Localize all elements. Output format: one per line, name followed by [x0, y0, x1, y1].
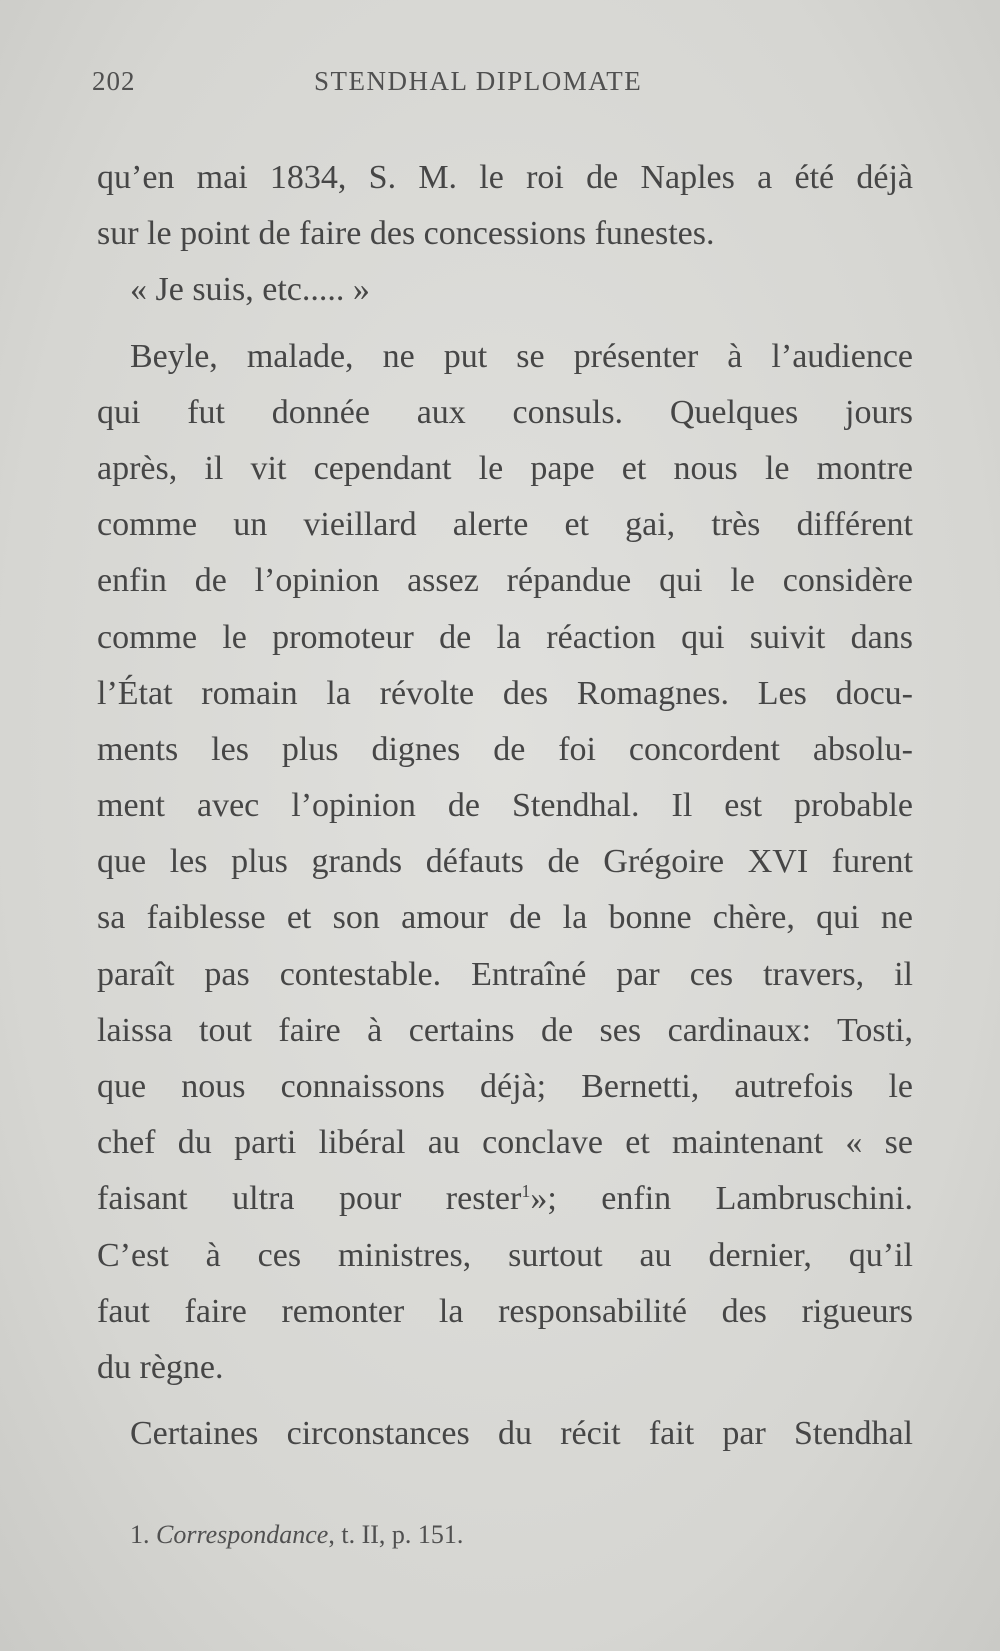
text-line: laissa tout faire à certains de ses cardinaux: Tosti,	[97, 1011, 913, 1049]
text-line: comme un vieillard alerte et gai, très différent	[97, 506, 913, 544]
page-number: 202	[92, 66, 136, 96]
text-line: « Je suis, etc..... »	[130, 271, 370, 309]
text-segment: »; enfin Lambruschini.	[530, 1180, 913, 1218]
text-line: l’État romain la révolte des Romagnes. Les docu-	[97, 674, 913, 712]
text-line: ments les plus dignes de foi concordent absolu-	[97, 730, 913, 768]
text-line: qui fut donnée aux consuls. Quelques jours	[97, 393, 913, 431]
text-line: que les plus grands défauts de Grégoire XVI furent	[97, 843, 913, 881]
text-line: après, il vit cependant le pape et nous le montre	[97, 449, 913, 487]
running-title: STENDHAL DIPLOMATE	[314, 66, 643, 96]
body-text	[97, 150, 913, 1462]
text-line: sa faiblesse et son amour de la bonne chère, qui ne	[97, 899, 913, 937]
text-line: comme le promoteur de la réaction qui suivit dans	[97, 618, 913, 656]
text-line: C’est à ces ministres, surtout au dernier, qu’il	[97, 1236, 913, 1274]
text-line: Beyle, malade, ne put se présenter à l’audience	[130, 337, 913, 375]
footnote-title: Correspondance	[156, 1520, 329, 1549]
text-line: que nous connaissons déjà; Bernetti, autrefois le	[97, 1068, 913, 1105]
footnote	[130, 1520, 463, 1550]
footnote-citation: , t. II, p. 151.	[328, 1520, 464, 1549]
text-line: ment avec l’opinion de Stendhal. Il est probable	[97, 787, 913, 825]
text-line-with-footnote-ref	[97, 1171, 913, 1227]
text-line: du règne.	[97, 1348, 224, 1386]
text-line: Certaines circonstances du récit fait par Stendhal	[130, 1415, 913, 1453]
text-line: sur le point de faire des concessions funestes.	[97, 215, 715, 253]
text-line: chef du parti libéral au conclave et maintenant « se	[97, 1124, 913, 1162]
running-head	[92, 66, 912, 106]
text-line: qu’en mai 1834, S. M. le roi de Naples a été déjà	[97, 159, 913, 196]
text-line: paraît pas contestable. Entraîné par ces travers, il	[97, 955, 913, 993]
footnote-reference: 1	[521, 1181, 531, 1202]
text-line: faut faire remonter la responsabilité des rigueurs	[97, 1292, 913, 1330]
footnote-number: 1.	[130, 1520, 150, 1549]
text-segment: faisant ultra pour rester	[97, 1180, 522, 1218]
text-line: enfin de l’opinion assez répandue qui le considère	[97, 562, 913, 600]
